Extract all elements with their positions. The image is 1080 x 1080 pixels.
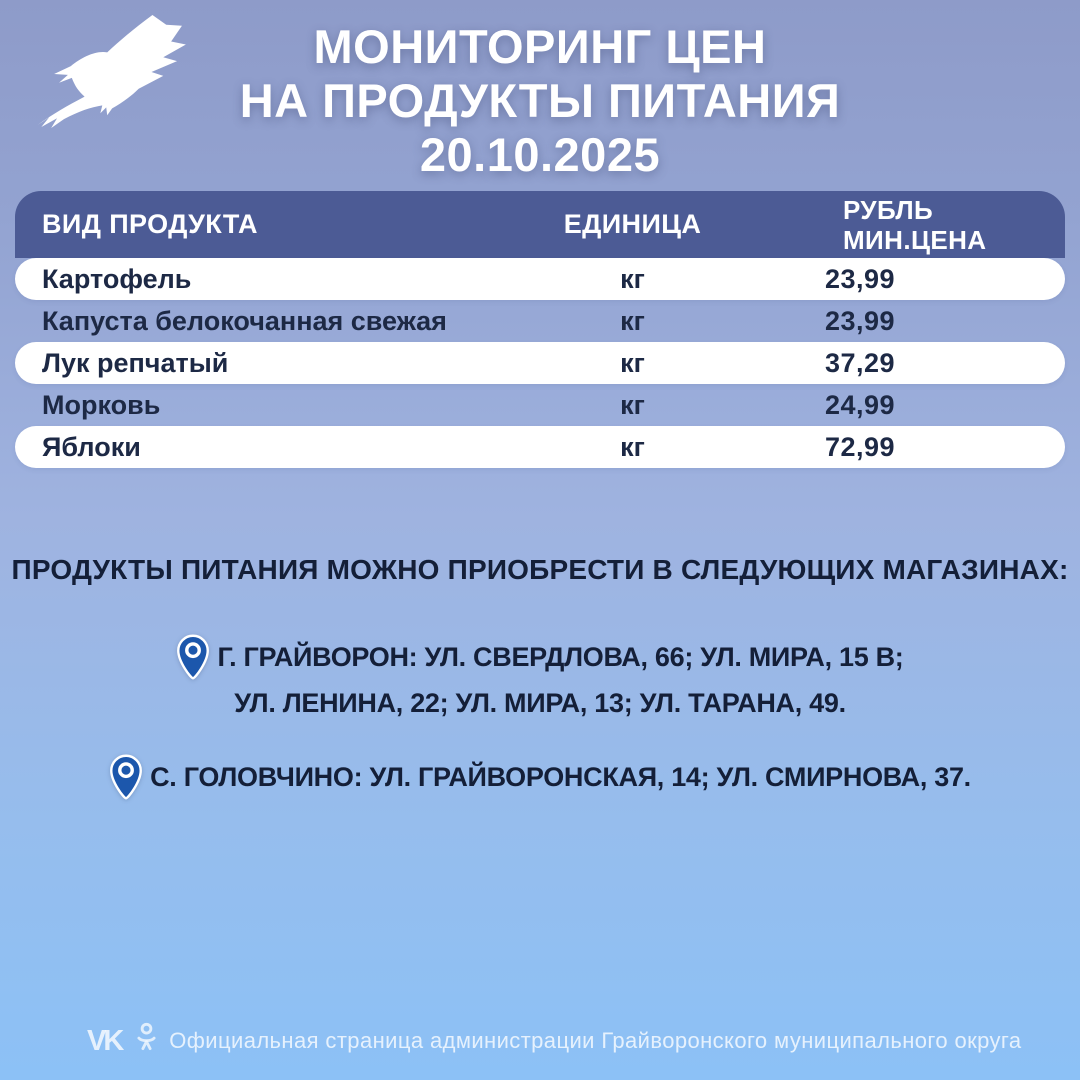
unit-cell: кг [620,347,645,378]
table-row [15,342,1065,384]
stores-heading: ПРОДУКТЫ ПИТАНИЯ МОЖНО ПРИОБРЕСТИ В СЛЕДУЮЩИХ МАГАЗИНАХ: [11,554,1069,585]
location-pin-icon [176,634,210,680]
title-date: 20.10.2025 [419,128,661,181]
location-pin-icon [109,754,143,800]
product-cell: Яблоки [42,431,141,462]
store-line [0,634,1080,680]
stores-section [0,554,1080,800]
column-header-price-line2: МИН.ЦЕНА [843,224,987,255]
store-address-line: Г. ГРАЙВОРОН: УЛ. СВЕРДЛОВА, 66; УЛ. МИРА, 15 В; [217,642,904,672]
store-entry-golovchino [0,754,1080,800]
column-header-price-line1: РУБЛЬ [843,194,934,225]
unit-cell: кг [620,263,645,294]
table-row [15,426,1065,468]
store-address-line: С. ГОЛОВЧИНО: УЛ. ГРАЙВОРОНСКАЯ, 14; УЛ. СМИРНОВА, 37. [150,762,971,792]
unit-cell: кг [620,389,645,420]
price-cell: 23,99 [825,305,896,336]
product-cell: Картофель [42,263,192,294]
product-cell: Капуста белокочанная свежая [42,305,447,336]
price-cell: 37,29 [825,347,896,378]
header [0,0,1080,182]
footer [87,1022,1022,1060]
column-header-product: ВИД ПРОДУКТА [42,209,258,239]
product-cell: Лук репчатый [42,347,229,378]
table-header-row [15,191,1065,258]
table-row [15,384,1065,426]
price-cell: 24,99 [825,389,896,420]
table-row [15,300,1065,342]
store-address-line: УЛ. ЛЕНИНА, 22; УЛ. МИРА, 13; УЛ. ТАРАНА, 49. [234,688,846,718]
price-table [15,191,1065,468]
footer-caption: Официальная страница администрации Грайворонского муниципального округа [169,1028,1022,1053]
product-cell: Морковь [42,389,161,420]
column-header-price [745,195,1065,255]
unit-cell: кг [620,431,645,462]
title-line-1: МОНИТОРИНГ ЦЕН [313,20,767,73]
store-line [0,754,1080,800]
bird-logo [14,12,226,130]
store-entry-grayvoron [0,634,1080,726]
unit-cell: кг [620,305,645,336]
title-line-2: НА ПРОДУКТЫ ПИТАНИЯ [239,74,841,127]
price-cell: 72,99 [825,431,896,462]
vk-icon: VK [87,1024,122,1057]
ok-icon [135,1022,158,1060]
column-header-unit: ЕДИНИЦА [563,209,702,239]
table-row [15,258,1065,300]
price-cell: 23,99 [825,263,896,294]
